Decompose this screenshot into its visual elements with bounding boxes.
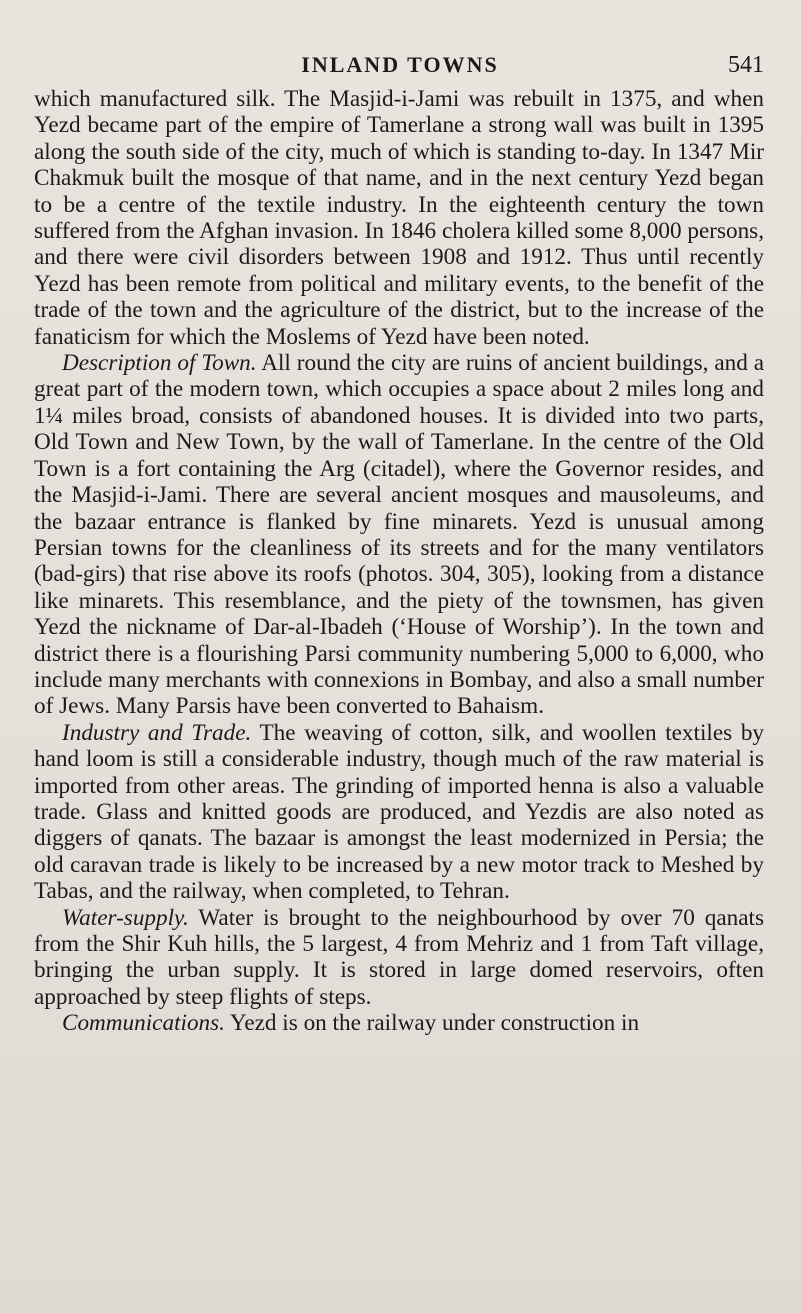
paragraph-lead: Description of Town. [62, 350, 257, 377]
paragraph-industry-and-trade [34, 720, 764, 905]
paragraph-history [34, 86, 764, 350]
running-title: INLAND TOWNS [301, 52, 499, 77]
paragraph-communications [34, 1010, 764, 1036]
paragraph-text: which manufactured silk. The Masjid-i-Jami was rebuilt in 1375, and when Yezd became part of the empire of Tamerlane a strong wall was built in 1395 along the south side of the city, much of which is standing to-day. In 1347 Mir Chakmuk built the mosque of that name, and in the next century Yezd began to be a centre of the textile industry. In the eighteenth century the town suffered from the Afghan invasion. In 1846 cholera killed some 8,000 persons, and there were civil disorders between 1908 and 1912. Thus until recently Yezd has been remote from political and military events, to the benefit of the trade of the town and the agriculture of the district, but to the increase of the fanaticism for which the Moslems of Yezd have been noted. [34, 86, 764, 350]
paragraph-lead: Communications. [62, 1010, 225, 1037]
body-text [34, 86, 764, 1037]
paragraph-text: The weaving of cotton, silk, and woollen textiles by hand loom is still a considerable industry, though much of the raw material is imported from other areas. The grinding of imported henna is also a valuable trade. Glass and knitted goods are produced, and Yezdis are also noted as diggers of qanats. The bazaar is amongst the least modernized in Persia; the old caravan trade is likely to be increased by a new motor track to Meshed by Tabas, and the railway, when completed, to Tehran. [34, 719, 765, 905]
paragraph-description-of-town [34, 350, 764, 720]
paragraph-text: All round the city are ruins of ancient buildings, and a great part of the modern town, which occupies a space about 2 miles long and 1¼ miles broad, consists of abandoned houses. It is divided into two parts, Old Town and New Town, by the wall of Tamerlane. In the centre of the Old Town is a fort containing the Arg (citadel), where the Governor resides, and the Masjid-i-Jami. There are several ancient mosques and mausoleums, and the bazaar entrance is flanked by fine minarets. Yezd is unusual among Persian towns for the cleanliness of its streets and for the many ventilators (bad-girs) that rise above its roofs (photos. 304, 305), looking from a distance like minarets. This resemblance, and the piety of the townsmen, has given Yezd the nickname of Dar-al-Ibadeh (‘House of Worship’). In the town and district there is a flourishing Parsi community numbering 5,000 to 6,000, who include many merchants with connexions in Bombay, and also a small number of Jews. Many Parsis have been converted to Bahaism. [34, 350, 764, 720]
paragraph-lead: Water-supply. [62, 904, 189, 931]
paragraph-text: Yezd is on the railway under construction in [224, 1010, 640, 1037]
page-number: 541 [728, 52, 764, 78]
running-head [36, 52, 764, 82]
paragraph-water-supply [34, 905, 764, 1011]
paragraph-text: Water is brought to the neighbourhood by over 70 qanats from the Shir Kuh hills, the 5 largest, 4 from Mehriz and 1 from Taft village, bringing the urban supply. It is stored in large domed reservoirs, often approached by steep flights of steps. [34, 904, 764, 1010]
paragraph-lead: Industry and Trade. [62, 719, 252, 746]
